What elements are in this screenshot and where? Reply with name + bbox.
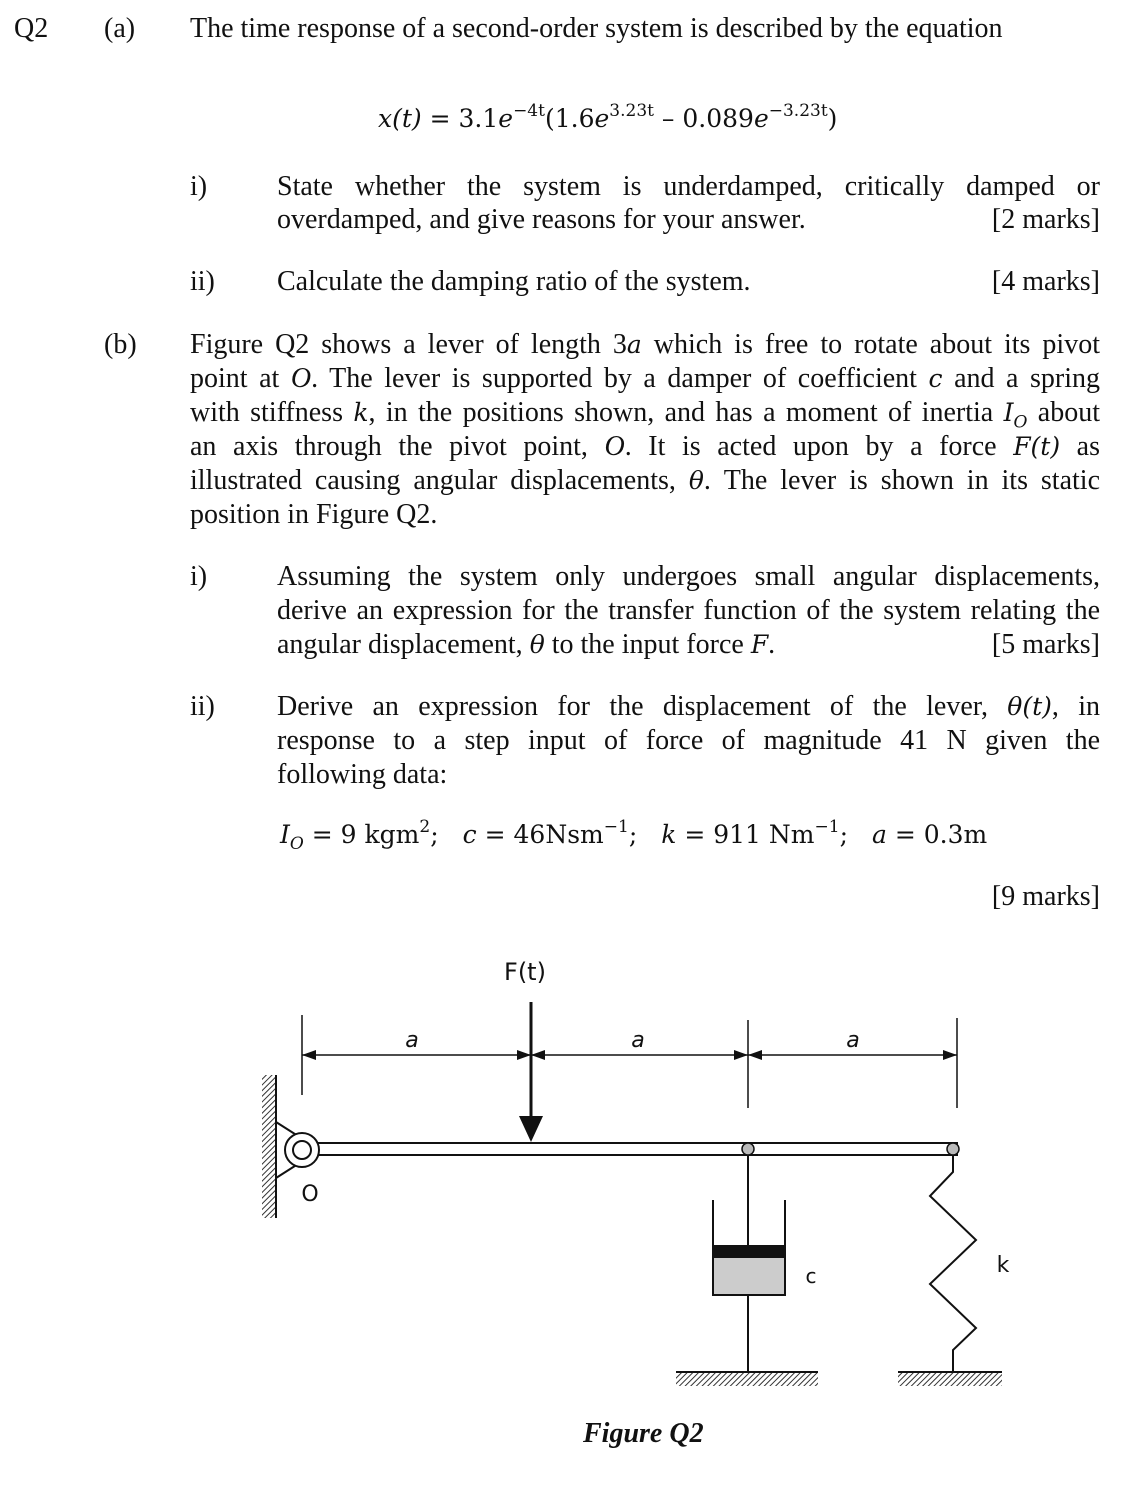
para-text: . The lever is shown in its static bbox=[703, 465, 1100, 496]
dim-arrowhead bbox=[531, 1050, 545, 1060]
part-b-item-2-marks: [9 marks] bbox=[991, 881, 1100, 912]
spring-ground-hatching bbox=[898, 1372, 1002, 1386]
para-text: illustrated causing angular displacements, bbox=[190, 465, 689, 496]
part-a-label: (a) bbox=[104, 13, 136, 44]
para-text: Figure Q2 shows a lever of length 3 bbox=[190, 329, 627, 360]
para-var-c: c bbox=[928, 364, 943, 393]
dimension-label-1: a bbox=[405, 1028, 419, 1053]
para-var-i-subscript: O bbox=[1013, 412, 1028, 433]
damper-label: c bbox=[805, 1264, 817, 1288]
part-b-paragraph bbox=[190, 328, 1100, 532]
data-k-value: = 911 Nm bbox=[676, 820, 815, 849]
part-b-item-2-text bbox=[277, 690, 1100, 792]
part-a-item-1-label: i) bbox=[190, 171, 208, 202]
data-io-exponent: 2 bbox=[419, 816, 431, 837]
para-var-o: O bbox=[604, 431, 625, 462]
item-var-theta-t: θ(t) bbox=[1007, 692, 1052, 721]
data-k-exponent: −1 bbox=[814, 816, 840, 837]
para-var-a: a bbox=[626, 330, 642, 359]
data-io-value: = 9 kgm bbox=[303, 820, 420, 849]
pivot-label: O bbox=[301, 1182, 319, 1207]
part-a-item-1-line-2 bbox=[277, 203, 1100, 237]
para-var-k: k bbox=[353, 398, 369, 427]
para-text: and a spring bbox=[942, 363, 1101, 394]
data-separator: ; bbox=[628, 820, 638, 849]
part-a-item-1-line-1: State whether the system is underdamped, critically damped or bbox=[277, 171, 1100, 202]
part-b-item-2-label: ii) bbox=[190, 691, 215, 722]
part-b-para-line-2 bbox=[190, 362, 1100, 396]
wall-hatching bbox=[262, 1075, 276, 1218]
figure-caption: Figure Q2 bbox=[583, 1418, 704, 1449]
part-b-item-1-label: i) bbox=[190, 561, 208, 592]
force-arrow-head bbox=[519, 1116, 543, 1142]
para-text: . It is acted upon by a force bbox=[624, 431, 1014, 462]
part-b-para-line-1 bbox=[190, 328, 1100, 362]
part-a-item-1-marks: [2 marks] bbox=[991, 204, 1100, 235]
response-equation bbox=[378, 100, 838, 133]
item-var-f: F bbox=[750, 630, 769, 659]
equation-mid: (1.6 bbox=[544, 104, 595, 133]
data-a: a bbox=[872, 820, 887, 849]
equation-coefficient: = 3.1 bbox=[421, 104, 499, 133]
equation-close: ) bbox=[827, 104, 838, 133]
part-b-item-1-marks: [5 marks] bbox=[991, 629, 1100, 660]
force-label: F(t) bbox=[504, 958, 546, 986]
question-number: Q2 bbox=[14, 13, 49, 44]
dim-arrowhead bbox=[943, 1050, 957, 1060]
dimension-label-3: a bbox=[846, 1028, 860, 1053]
part-b-para-line-6: position in Figure Q2. bbox=[190, 499, 438, 530]
spring-coil bbox=[930, 1155, 976, 1372]
equation-exponent-3: −3.23t bbox=[768, 100, 828, 121]
part-b-item-1-line-2: derive an expression for the transfer function of the system relating the bbox=[277, 595, 1100, 626]
item-text: to the input force bbox=[544, 629, 751, 660]
data-separator: ; bbox=[839, 820, 848, 849]
part-b-para-line-3 bbox=[190, 396, 1100, 433]
para-var-theta: θ bbox=[688, 466, 704, 495]
item-text: angular displacement, bbox=[277, 629, 530, 660]
para-var-i: I bbox=[1003, 398, 1014, 427]
para-var-ft: F(t) bbox=[1013, 432, 1061, 461]
data-io: I bbox=[280, 820, 290, 849]
item-text: , in bbox=[1051, 691, 1100, 722]
part-a-intro: The time response of a second-order system is described by the equation bbox=[190, 13, 1003, 44]
spring-label: k bbox=[996, 1253, 1010, 1278]
pivot-pin bbox=[293, 1141, 311, 1159]
damper-piston bbox=[713, 1245, 785, 1258]
part-b-item-1-text bbox=[277, 560, 1100, 662]
para-text: which is free to rotate about its pivot bbox=[641, 329, 1100, 360]
item-var-theta: θ bbox=[529, 630, 545, 659]
data-io-subscript: O bbox=[289, 834, 304, 854]
part-a-item-2-marks: [4 marks] bbox=[991, 266, 1100, 297]
data-c-exponent: −1 bbox=[603, 816, 629, 837]
data-k: k bbox=[661, 820, 677, 849]
part-a-item-2-text: Calculate the damping ratio of the system. bbox=[277, 266, 751, 297]
part-a-item-2-label: ii) bbox=[190, 266, 215, 297]
equation-minus: – 0.089 bbox=[653, 104, 754, 133]
part-a-item-2-line bbox=[277, 265, 1100, 299]
lever-bar bbox=[302, 1143, 957, 1155]
dim-arrowhead bbox=[517, 1050, 531, 1060]
equation-exponent-1: −4t bbox=[513, 100, 545, 121]
para-text: with stiffness bbox=[190, 397, 354, 428]
para-var-o: O bbox=[290, 363, 312, 394]
part-b-item-1-line-1: Assuming the system only undergoes small angular displacements, bbox=[277, 561, 1100, 592]
dim-arrowhead bbox=[734, 1050, 748, 1060]
part-b-item-2-line-3: following data: bbox=[277, 759, 448, 790]
item-text: Derive an expression for the displacement of the lever, bbox=[277, 691, 1008, 722]
equation-exponent-2: 3.23t bbox=[609, 100, 654, 121]
spring-joint bbox=[947, 1143, 959, 1155]
para-text: point at bbox=[190, 363, 291, 394]
part-b-item-1-line-3 bbox=[277, 628, 1100, 662]
item-text: . bbox=[768, 629, 776, 660]
equation-exp-base-2: e bbox=[594, 104, 610, 133]
damper-fluid bbox=[714, 1258, 784, 1294]
data-c-value: = 46Nsm bbox=[476, 820, 604, 849]
para-text: . The lever is supported by a damper of coefficient bbox=[311, 363, 929, 394]
equation-exp-base-1: e bbox=[498, 104, 514, 133]
part-b-para-line-4 bbox=[190, 430, 1100, 464]
data-separator: ; bbox=[430, 820, 439, 849]
dimension-label-2: a bbox=[631, 1028, 645, 1053]
equation-lhs: x(t) bbox=[378, 104, 422, 133]
part-b-item-2-line-2: response to a step input of force of magnitude 41 N given the bbox=[277, 725, 1100, 756]
dim-arrowhead bbox=[302, 1050, 316, 1060]
data-c: c bbox=[462, 820, 477, 849]
para-text: as bbox=[1060, 431, 1101, 462]
equation-exp-base-3: e bbox=[753, 104, 769, 133]
dim-arrowhead bbox=[748, 1050, 762, 1060]
para-text: , in the positions shown, and has a moment of inertia bbox=[368, 397, 1004, 428]
part-b-para-line-5 bbox=[190, 464, 1100, 498]
part-b-item-1-line-3-text bbox=[277, 628, 775, 662]
damper-ground-hatching bbox=[676, 1372, 818, 1386]
part-b-label: (b) bbox=[104, 329, 137, 360]
lever-figure bbox=[0, 940, 1124, 1420]
data-a-value: = 0.3m bbox=[886, 820, 988, 849]
para-text: about bbox=[1027, 397, 1100, 428]
part-a-item-1-text: overdamped, and give reasons for your answer. bbox=[277, 204, 806, 235]
para-text: an axis through the pivot point, bbox=[190, 431, 605, 462]
data-equation bbox=[280, 816, 988, 854]
damper-joint bbox=[742, 1143, 754, 1155]
part-b-item-2-line-1 bbox=[277, 690, 1100, 724]
